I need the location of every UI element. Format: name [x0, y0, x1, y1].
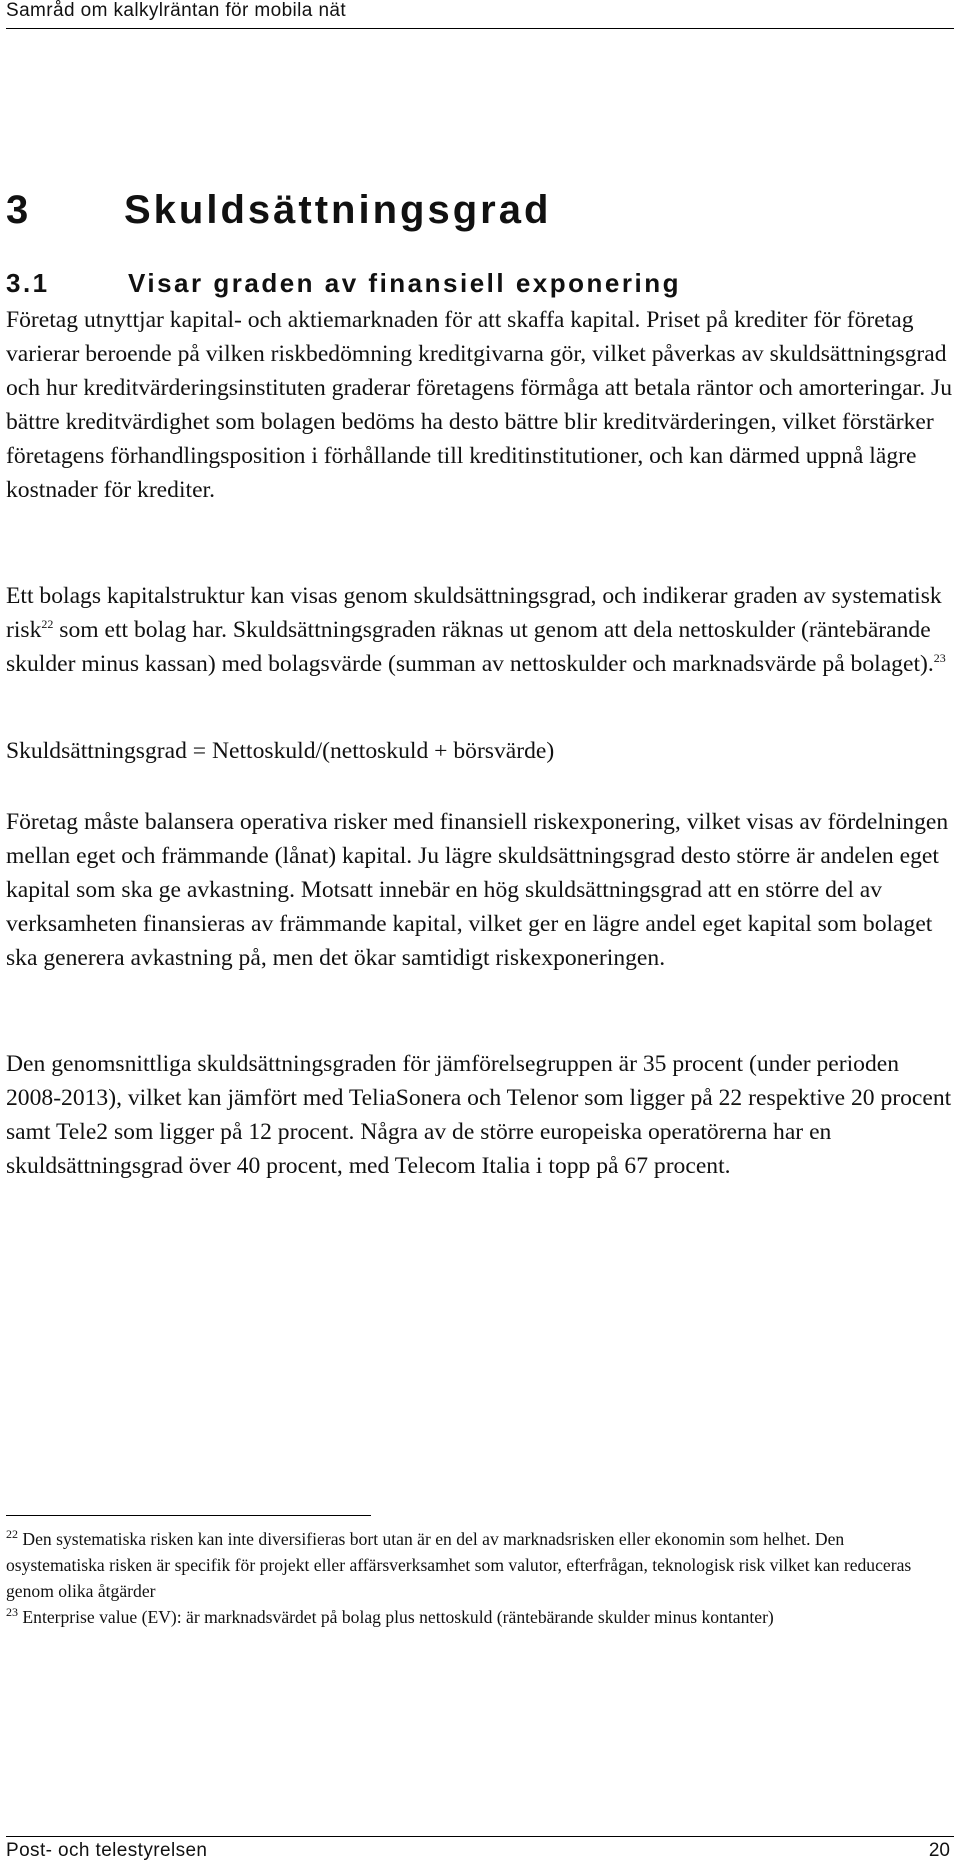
- paragraph-text: som ett bolag har. Skuldsättningsgraden räknas ut genom att dela nettoskulder (räntebärande skulder minus kassan) med bolagsvärde (summan av nettoskulder och marknadsvärde på bolaget).: [6, 617, 934, 677]
- footnote-22: [6, 1526, 946, 1604]
- footer-rule: [6, 1836, 954, 1837]
- paragraph-comparison-group: Den genomsnittliga skuldsättningsgraden för jämförelsegruppen är 35 procent (under perioden 2008-2013), vilket kan jämfört med TeliaSonera och Telenor som ligger på 22 respektive 20 procent samt Tele2 som ligger på 12 procent. Några av de större europeiska operatörerna har en skuldsättningsgrad över 40 procent, med Telecom Italia i topp på 67 procent.: [6, 1051, 952, 1179]
- paragraph-text: Ett bolags kapitalstruktur kan visas genom skuldsättningsgrad, och indikerar graden av systematisk risk: [6, 583, 942, 643]
- section-number: 3.1: [6, 268, 50, 298]
- footnote-number: 22: [6, 1527, 18, 1542]
- footnotes: [6, 1526, 946, 1630]
- running-header: Samråd om kalkylräntan för mobila nät: [6, 0, 347, 21]
- chapter-heading: [6, 188, 551, 233]
- footnote-separator: [6, 1515, 371, 1516]
- footnote-ref-22[interactable]: 22: [41, 617, 54, 632]
- footnote-23: [6, 1604, 946, 1630]
- footnote-text: Den systematiska risken kan inte diversifieras bort utan är en del av marknadsrisken eller ekonomin som helhet. Den osystematiska risken är specifik för projekt eller affärsverksamhet som valutor, efterfrågan, teknologisk risk vilket kan reduceras genom olika åtgärder: [6, 1529, 912, 1601]
- paragraph-credit-pricing: Företag utnyttjar kapital- och aktiemarknaden för att skaffa kapital. Priset på krediter för företag varierar beroende på vilken riskbedömning kreditgivarna gör, vilket påverkas av skuldsättningsgrad och hur kreditvärderingsinstituten graderar företagens förmåga att betala räntor och amorteringar. Ju bättre kreditvärdighet som bolagen bedöms ha desto bättre blir kreditvärderingen, vilket förstärker företagens förhandlingsposition i förhållande till kreditinstitutioner, och kan därmed uppnå lägre kostnader för krediter.: [6, 307, 952, 503]
- paragraph-risk-balance: Företag måste balansera operativa risker med finansiell riskexponering, vilket visas av fördelningen mellan eget och främmande (lånat) kapital. Ju lägre skuldsättningsgrad desto större är andelen eget kapital som ska ge avkastning. Motsatt innebär en hög skuldsättningsgrad att en större del av verksamheten finansieras av främmande kapital, vilket ger en lägre andel eget kapital som bolaget ska generera avkastning på, men det ökar samtidigt riskexponeringen.: [6, 809, 949, 971]
- chapter-title: Skuldsättningsgrad: [124, 188, 552, 232]
- header-rule: [6, 28, 954, 29]
- formula-line: Skuldsättningsgrad = Nettoskuld/(nettoskuld + börsvärde): [6, 738, 555, 764]
- page-number: 20: [928, 1840, 950, 1861]
- chapter-number: 3: [6, 188, 32, 232]
- section-title: Visar graden av finansiell exponering: [128, 268, 681, 298]
- footnote-ref-23[interactable]: 23: [933, 651, 946, 666]
- footnote-number: 23: [6, 1605, 18, 1620]
- footer-publisher: Post- och telestyrelsen: [6, 1840, 208, 1861]
- paragraph-capital-structure: [6, 579, 954, 681]
- section-heading: [6, 268, 681, 299]
- footnote-text: Enterprise value (EV): är marknadsvärdet på bolag plus nettoskuld (räntebärande skulder minus kontanter): [18, 1607, 774, 1627]
